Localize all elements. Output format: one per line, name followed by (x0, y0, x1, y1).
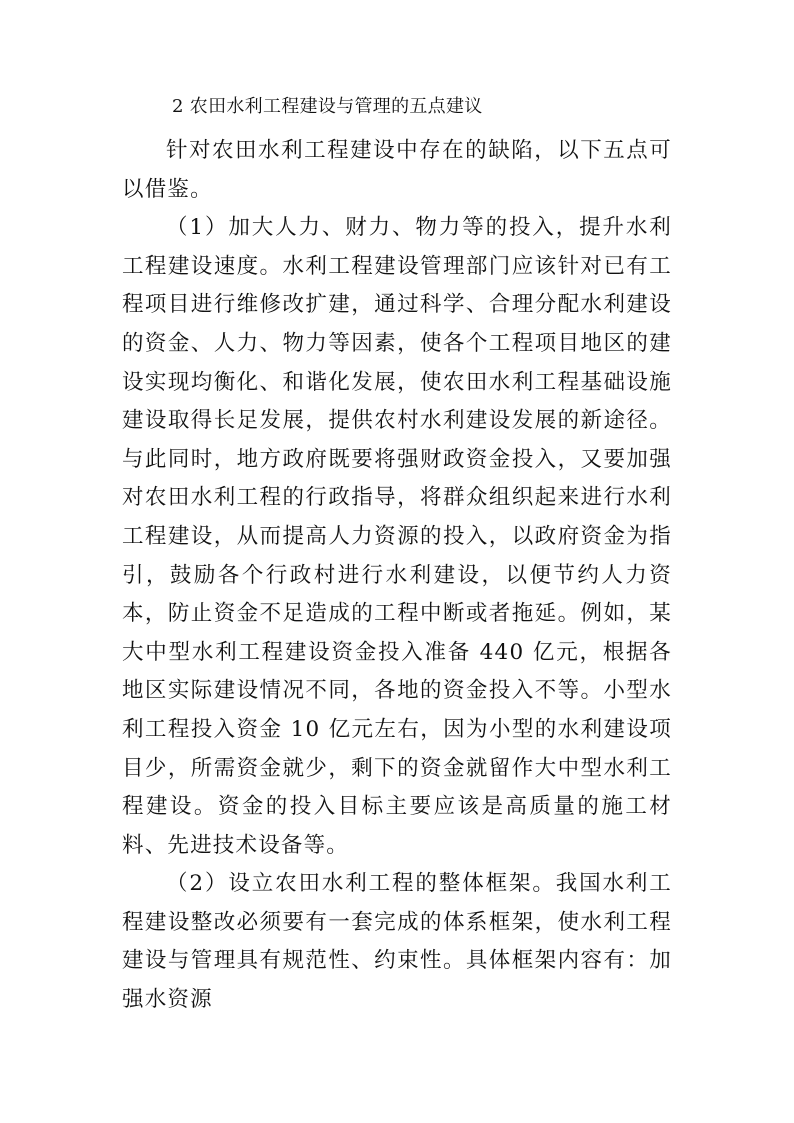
document-body (122, 92, 672, 1020)
paragraph-suggestion-2: （2）设立农田水利工程的整体框架。我国水利工程建设整改必须要有一套完成的体系框架，使水利工程建设与管理具有规范性、约束性。具体框架内容有：加强水资源 (122, 871, 672, 1013)
paragraph-intro: 针对农田水利工程建设中存在的缺陷，以下五点可以借鉴。 (122, 138, 672, 202)
section-heading: 2 农田水利工程建设与管理的五点建议 (172, 96, 483, 117)
paragraph-suggestion-1: （1）加大人力、财力、物力等的投入，提升水利工程建设速度。水利工程建设管理部门应该针对已有工程项目进行维修改扩建，通过科学、合理分配水利建设的资金、人力、物力等因素，使各个工程项目地区的建设实现均衡化、和谐化发展，使农田水利工程基础设施建设取得长足发展，提供农村水利建设发展的新途径。与此同时，地方政府既要将强财政资金投入，又要加强对农田水利工程的行政指导，将群众组织起来进行水利工程建设，从而提高人力资源的投入，以政府资金为指引，鼓励各个行政村进行水利建设，以便节约人力资本，防止资金不足造成的工程中断或者拖延。例如，某大中型水利工程建设资金投入准备 440 亿元，根据各地区实际建设情况不同，各地的资金投入不等。小型水利工程投入资金 10 亿元左右，因为小型的水利建设项目少，所需资金就少，剩下的资金就留作大中型水利工程建设。资金的投入目标主要应该是高质量的施工材料、先进技术设备等。 (122, 215, 672, 858)
